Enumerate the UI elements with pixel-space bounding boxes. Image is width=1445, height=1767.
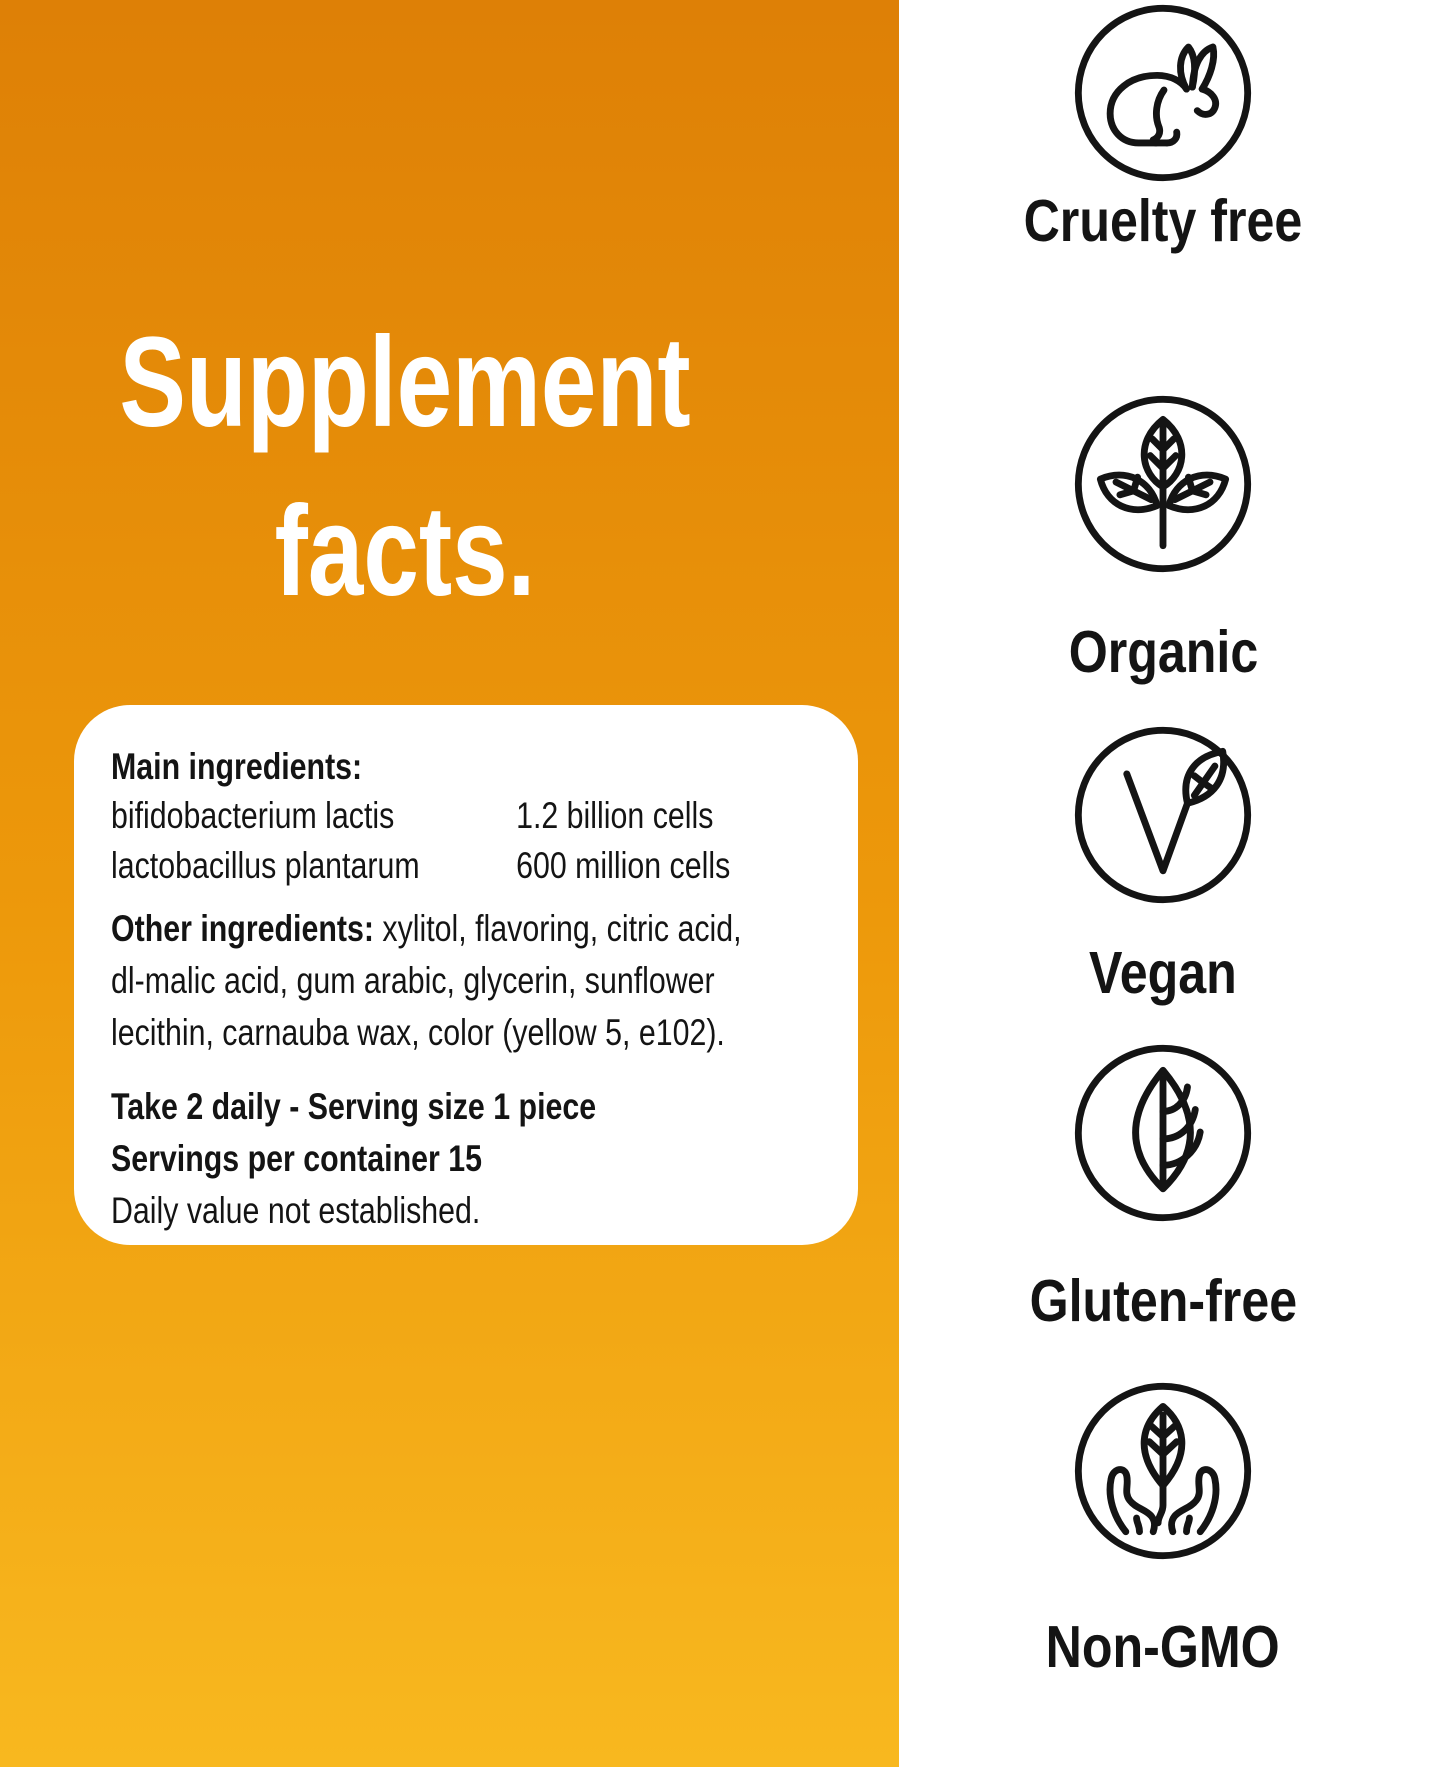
badge-non-gmo	[963, 1378, 1363, 1682]
badge-label-organic: Organic	[1068, 619, 1258, 685]
main-ingredients-table	[111, 791, 858, 891]
other-ingredients-paragraph	[111, 903, 767, 1059]
ingredient-name: lactobacillus plantarum	[111, 845, 420, 886]
badge-cruelty-free	[963, 0, 1363, 256]
badge-gluten-free	[963, 1040, 1363, 1336]
badge-vegan	[963, 722, 1363, 1008]
badge-organic	[963, 391, 1363, 687]
vegan-icon	[1070, 722, 1256, 908]
dosage-block	[111, 1081, 858, 1237]
serving-size-line: Take 2 daily - Serving size 1 piece	[111, 1086, 597, 1127]
other-ingredients-text: xylitol, flavoring, citric acid, dl-malic acid, gum arabic, glycerin, sunflower lecithin, carnauba wax, color (yellow 5, e102).	[111, 908, 742, 1053]
badge-label-gluten-free: Gluten-free	[1029, 1268, 1297, 1334]
non-gmo-icon	[1070, 1378, 1256, 1564]
supplement-facts-card	[74, 705, 858, 1245]
ingredient-name: bifidobacterium lactis	[111, 795, 395, 836]
organic-icon	[1070, 391, 1256, 577]
main-ingredients-heading: Main ingredients:	[111, 746, 363, 787]
page-title	[89, 299, 721, 637]
supplement-facts-content	[111, 743, 858, 1237]
ingredient-amount: 1.2 billion cells	[516, 795, 714, 836]
title-line-2: facts.	[274, 479, 536, 623]
badge-label-non-gmo: Non-GMO	[1046, 1614, 1280, 1680]
badge-label-vegan: Vegan	[1089, 940, 1237, 1006]
daily-value-line: Daily value not established.	[111, 1190, 481, 1231]
servings-per-container-line: Servings per container 15	[111, 1138, 482, 1179]
gluten-free-icon	[1070, 1040, 1256, 1226]
ingredient-amount: 600 million cells	[516, 845, 731, 886]
badge-label-cruelty-free: Cruelty free	[1023, 188, 1303, 254]
title-line-1: Supplement	[119, 311, 691, 454]
cruelty-free-icon	[1070, 0, 1256, 186]
other-ingredients-heading: Other ingredients:	[111, 908, 374, 949]
